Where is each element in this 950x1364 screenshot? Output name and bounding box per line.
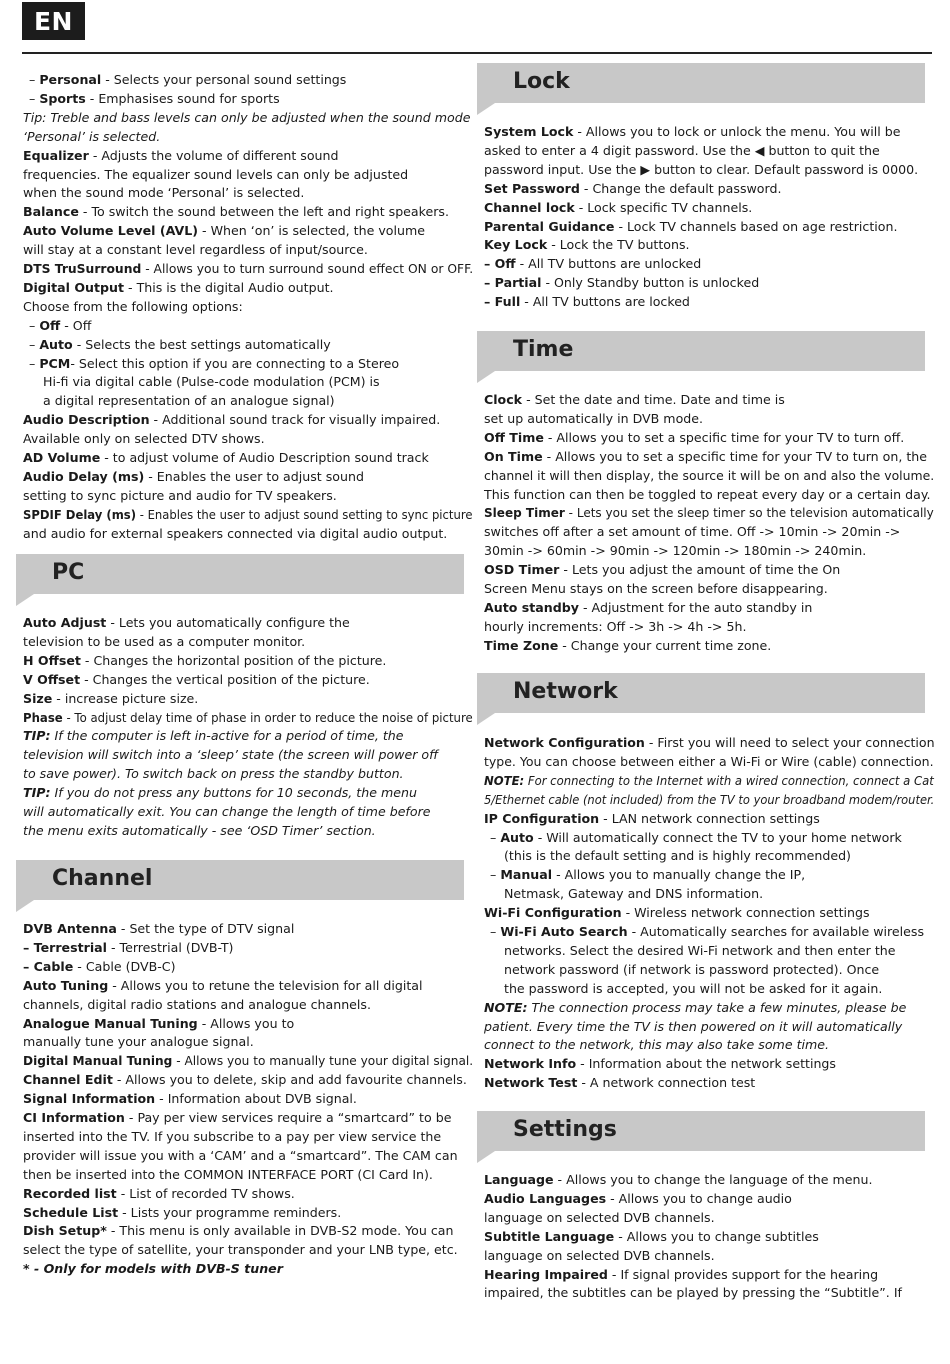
text-line (23, 183, 304, 202)
text-line (484, 1017, 902, 1036)
text-line (484, 828, 902, 847)
term-label: SPDIF Delay (ms) (23, 506, 137, 522)
term-label: Time Zone (484, 637, 559, 653)
term-label: Auto Volume Level (AVL) (23, 223, 199, 239)
term-label: Digital Manual Tuning (23, 1053, 173, 1069)
bullet-dash: – (490, 924, 501, 939)
term-label: Auto (500, 829, 534, 845)
text-line (484, 447, 927, 466)
section-title: Time (513, 337, 574, 362)
text-line (484, 846, 851, 865)
term-description: language on selected DVB channels. (484, 1209, 715, 1225)
text-line (484, 503, 934, 522)
term-label: Signal Information (23, 1091, 156, 1107)
term-description: frequencies. The equalizer sound levels can only be adjusted (23, 166, 409, 182)
term-label: Network Test (484, 1075, 578, 1091)
term-label: Dish Setup* (23, 1223, 107, 1239)
text-line (23, 670, 370, 689)
term-label: NOTE: (484, 772, 525, 788)
text-line (23, 70, 346, 89)
text-line (23, 1032, 254, 1051)
text-line (484, 579, 828, 598)
text-line (484, 1189, 792, 1208)
text-line (23, 89, 280, 108)
text-line (484, 179, 781, 198)
term-description: the password is accepted, you will not be asked for it again. (504, 980, 883, 996)
text-line (484, 598, 812, 617)
term-description: the menu exits automatically - see ‘OSD Timer’ section. (23, 822, 376, 838)
term-label: Channel lock (484, 199, 575, 215)
term-label: Network Configuration (484, 735, 645, 750)
term-description: 5/Ethernet cable (not included) from the TV to your broadband modem/router. (484, 791, 935, 807)
text-line (484, 141, 880, 160)
language-badge: EN (22, 2, 85, 40)
text-line (484, 1246, 715, 1265)
term-label: IP Configuration (484, 810, 600, 826)
text-line (23, 221, 425, 240)
term-description: - Will automatically connect the TV to your home network (533, 829, 902, 845)
term-label: Recorded list (23, 1185, 117, 1201)
text-line (484, 390, 785, 409)
text-line (484, 1035, 829, 1054)
text-line (23, 821, 376, 840)
text-line (23, 297, 243, 316)
term-description: - Wireless network connection settings (621, 905, 870, 921)
term-description: - Cable (DVB-C) (73, 958, 176, 974)
term-description: channel it will then display, the source it will be on and also the volume. (484, 467, 935, 483)
text-line (484, 636, 771, 655)
term-label: Key Lock (484, 237, 548, 253)
term-description: - To switch the sound between the left and right speakers. (78, 204, 449, 220)
text-line (484, 160, 918, 179)
text-line (484, 790, 934, 809)
term-description: television will switch into a ‘sleep’ state (the screen will power off (23, 747, 439, 763)
term-label: – Terrestrial (23, 939, 107, 955)
term-description: (this is the default setting and is highly recommended) (504, 848, 851, 864)
term-description: - Allows you to lock or unlock the menu. You will be (573, 124, 901, 139)
term-label: Size (23, 690, 53, 706)
term-label: NOTE: (484, 999, 528, 1015)
term-description: and audio for external speakers connected via digital audio output. (23, 525, 448, 541)
text-line (23, 278, 334, 297)
term-description: If you do not press any buttons for 10 seconds, the menu (50, 785, 417, 801)
term-label: Hearing Impaired (484, 1266, 608, 1282)
term-description: - Change the default password. (579, 180, 782, 196)
text-line (23, 976, 423, 995)
term-label: Auto standby (484, 599, 579, 615)
term-label: Phase (23, 709, 63, 725)
bullet-dash: – (29, 90, 40, 106)
section-header-network (477, 673, 925, 713)
term-description: - Allows you to retune the television for all digital (108, 977, 423, 993)
text-line (484, 254, 701, 273)
term-description: - Allows you to set a specific time for your TV to turn on, the (542, 448, 927, 464)
term-description: - List of recorded TV shows. (116, 1185, 295, 1201)
term-label: – Off (484, 256, 516, 272)
term-description: networks. Select the desired Wi-Fi network and then enter the (504, 942, 896, 958)
section-title: PC (52, 560, 85, 585)
term-label: – Cable (23, 958, 74, 974)
text-line (23, 1165, 433, 1184)
term-label: Wi-Fi Configuration (484, 905, 622, 921)
text-line (484, 733, 935, 752)
term-label: Audio Languages (484, 1190, 607, 1206)
text-line (484, 428, 904, 447)
text-line (23, 1108, 451, 1127)
term-description: - increase picture size. (52, 690, 199, 706)
term-description: type. You can choose between either a Wi-Fi or Wire (cable) connection. (484, 753, 934, 769)
text-line (23, 1221, 453, 1240)
text-line (23, 745, 438, 764)
term-description: - Lists your programme reminders. (118, 1204, 342, 1220)
text-line (484, 865, 805, 884)
term-description: - Allows you to delete, skip and add favourite channels. (112, 1072, 467, 1088)
term-label: Off Time (484, 429, 544, 445)
term-label: On Time (484, 448, 543, 464)
text-line (484, 922, 924, 941)
term-label: Subtitle Language (484, 1228, 615, 1244)
text-line (484, 809, 820, 828)
text-line (484, 235, 690, 254)
term-description: - LAN network connection settings (599, 810, 820, 826)
header-divider (22, 52, 932, 54)
term-description: hourly increments: Off -> 3h -> 4h -> 5h. (484, 618, 747, 634)
term-description: - Allows you to manually change the IP, (552, 867, 806, 883)
term-description: asked to enter a 4 digit password. Use the ◀ button to quit the (484, 142, 880, 158)
term-label: Sleep Timer (484, 505, 565, 521)
text-line (23, 1203, 341, 1222)
term-label: Personal (39, 72, 102, 87)
term-description: 30min -> 60min -> 90min -> 120min -> 180min -> 240min. (484, 543, 867, 559)
bullet-dash: – (29, 355, 40, 371)
text-line (23, 486, 337, 505)
text-line (23, 202, 449, 221)
text-line (23, 372, 380, 391)
bullet-dash: – (29, 317, 40, 333)
text-line (484, 217, 897, 236)
term-description: Netmask, Gateway and DNS information. (504, 886, 764, 902)
term-description: - Allows you to (197, 1015, 295, 1031)
term-description: manually tune your analogue signal. (23, 1034, 254, 1050)
section-title: Network (513, 679, 618, 704)
term-description: - First you will need to select your connection (644, 735, 935, 750)
term-label: Manual (500, 867, 553, 883)
text-line (23, 354, 399, 373)
text-line (23, 632, 305, 651)
term-description: - Lock TV channels based on age restriction. (614, 218, 898, 234)
text-line (23, 1089, 357, 1108)
term-description: - Lets you set the sleep timer so the television automatically (564, 505, 934, 521)
text-line (23, 410, 440, 429)
term-label: Auto Tuning (23, 977, 109, 993)
text-line (484, 541, 866, 560)
text-line (484, 1054, 836, 1073)
term-label: Digital Output (23, 279, 125, 295)
term-label: Analogue Manual Tuning (23, 1015, 198, 1031)
section-header-channel (16, 860, 464, 900)
term-description: - Lets you adjust the amount of time the On (559, 562, 841, 578)
text-line (484, 198, 752, 217)
text-line (484, 1073, 755, 1092)
term-description: If the computer is left in-active for a period of time, the (50, 728, 404, 744)
term-description: - Allows you to turn surround sound effect ON or OFF. (141, 261, 474, 276)
text-line (23, 764, 404, 783)
text-line (23, 651, 386, 670)
text-line (23, 108, 470, 127)
text-line (484, 771, 934, 790)
term-description: ‘Personal’ is selected. (23, 128, 161, 144)
text-line (23, 802, 431, 821)
term-description: - Enables the user to adjust sound (144, 468, 364, 484)
term-description: - Enables the user to adjust sound setting to sync picture (136, 506, 473, 522)
text-line (23, 165, 408, 184)
term-description: - Allows you to set a specific time for your TV to turn off. (543, 429, 905, 445)
term-description: - Set the type of DTV signal (116, 921, 295, 936)
text-line (484, 1283, 902, 1302)
term-description: password input. Use the ▶ button to clear. Default password is 0000. (484, 161, 919, 177)
text-line (484, 522, 900, 541)
term-label: DTS TruSurround (23, 261, 142, 276)
text-line (23, 995, 371, 1014)
term-description: patient. Every time the TV is then powered on it will automatically (484, 1018, 903, 1034)
section-header-time (477, 331, 925, 371)
text-line (484, 752, 934, 771)
term-description: - Allows you to change the language of the menu. (553, 1172, 873, 1187)
term-description: - Lock specific TV channels. (574, 199, 753, 215)
text-line (23, 613, 350, 632)
bullet-dash: – (29, 336, 40, 352)
term-description: will stay at a constant level regardless of input/source. (23, 242, 368, 258)
text-line (23, 316, 91, 335)
text-line (23, 505, 473, 524)
term-description: will automatically exit. You can change the length of time before (23, 804, 431, 819)
term-label: PCM (39, 355, 71, 371)
text-line (23, 726, 404, 745)
text-line (23, 335, 331, 354)
term-label: Schedule List (23, 1204, 119, 1220)
term-description: - Lock the TV buttons. (547, 237, 690, 253)
text-line (23, 708, 473, 727)
term-description: - Adjustment for the auto standby in (579, 599, 813, 615)
bullet-dash: – (490, 829, 501, 845)
term-label: Auto (39, 336, 73, 352)
term-description: - Information about DVB signal. (155, 1091, 357, 1107)
text-line (23, 938, 233, 957)
text-line (484, 1208, 715, 1227)
term-label: Network Info (484, 1056, 577, 1072)
term-label: Language (484, 1172, 554, 1187)
term-description: channels, digital radio stations and analogue channels. (23, 996, 371, 1012)
text-line (23, 1070, 467, 1089)
term-description: For connecting to the Internet with a wired connection, connect a Cat (524, 772, 934, 788)
text-line (484, 485, 931, 504)
term-label: – Full (484, 294, 521, 310)
term-description: provider will issue you with a ‘CAM’ and a “smartcard”. The CAM can (23, 1147, 458, 1163)
text-line (23, 1240, 458, 1259)
term-label: Channel Edit (23, 1072, 113, 1088)
bullet-dash: – (490, 867, 501, 883)
term-description: Hi-fi via digital cable (Pulse-code modulation (PCM) is (43, 374, 380, 390)
term-label: DVB Antenna (23, 921, 117, 936)
term-label: H Offset (23, 652, 81, 668)
text-line (484, 292, 690, 311)
term-description: - To adjust delay time of phase in order to reduce the noise of picture (62, 709, 473, 725)
text-line (484, 941, 896, 960)
term-description: - Off (60, 317, 92, 333)
term-label: Equalizer (23, 147, 89, 163)
text-line (23, 146, 338, 165)
term-description: - When ‘on’ is selected, the volume (198, 223, 425, 239)
term-description: - All TV buttons are unlocked (515, 256, 702, 272)
text-line (23, 240, 368, 259)
text-line (484, 1227, 819, 1246)
text-line (484, 884, 763, 903)
section-header-lock (477, 63, 925, 103)
text-line (23, 1051, 473, 1070)
term-label: Audio Description (23, 412, 150, 428)
term-description: - Set the date and time. Date and time is (522, 392, 785, 407)
term-description: - Selects your personal sound settings (101, 72, 347, 87)
text-line (23, 259, 473, 278)
term-label: CI Information (23, 1110, 125, 1125)
term-label: Sports (39, 90, 86, 106)
term-label: System Lock (484, 124, 574, 139)
term-description: select the type of satellite, your transponder and your LNB type, etc. (23, 1242, 458, 1258)
term-description: - Allows you to change audio (606, 1190, 792, 1206)
text-line (23, 524, 447, 543)
text-line (484, 960, 879, 979)
text-line (23, 391, 335, 410)
term-description: connect to the network, this may also take some time. (484, 1037, 830, 1053)
section-header-settings (477, 1111, 925, 1151)
term-description: impaired, the subtitles can be played by pressing the “Subtitle”. If (484, 1285, 902, 1301)
term-description: when the sound mode ‘Personal’ is selected. (23, 185, 305, 201)
term-label: AD Volume (23, 450, 101, 465)
term-label: Parental Guidance (484, 218, 615, 234)
term-description: set up automatically in DVB mode. (484, 410, 704, 426)
text-line (23, 1146, 458, 1165)
term-description: - This is the digital Audio output. (124, 279, 334, 295)
term-description: - Pay per view services require a “smartcard” to be (124, 1110, 452, 1125)
text-line (484, 1170, 873, 1189)
text-line (23, 783, 417, 802)
term-description: - This menu is only available in DVB-S2 mode. You can (106, 1223, 454, 1239)
text-line (484, 979, 882, 998)
text-line (484, 409, 703, 428)
text-line (23, 1127, 441, 1146)
section-title: Settings (513, 1117, 617, 1142)
term-label: Auto Adjust (23, 615, 107, 630)
term-description: - Allows you to manually tune your digital signal. (172, 1053, 474, 1069)
bullet-dash: – (29, 72, 40, 87)
term-label: Wi-Fi Auto Search (500, 924, 628, 939)
section-title: Lock (513, 69, 570, 94)
term-label: * - Only for models with DVB-S tuner (23, 1261, 283, 1277)
term-description: - Emphasises sound for sports (85, 90, 280, 106)
term-description: - Changes the horizontal position of the picture. (80, 652, 387, 668)
text-line (23, 957, 176, 976)
term-description: Available only on selected DTV shows. (23, 431, 265, 447)
term-description: - A network connection test (577, 1075, 756, 1091)
text-line (23, 448, 429, 467)
section-title: Channel (52, 866, 153, 891)
term-description: - Allows you to change subtitles (614, 1228, 819, 1244)
text-line (484, 998, 906, 1017)
term-description: - Terrestrial (DVB-T) (106, 939, 234, 955)
term-description: Screen Menu stays on the screen before disappearing. (484, 581, 828, 596)
text-line (484, 617, 746, 636)
text-line (484, 273, 759, 292)
term-description: - Additional sound track for visually impaired. (149, 412, 441, 428)
term-description: network password (if network is password protected). Once (504, 961, 880, 977)
text-line (484, 1265, 878, 1284)
term-description: television to be used as a computer monitor. (23, 633, 306, 649)
term-description: - to adjust volume of Audio Description sound track (100, 450, 429, 465)
term-description: This function can then be toggled to repeat every day or a certain day. (484, 486, 931, 502)
text-line (23, 1184, 295, 1203)
text-line (484, 122, 901, 141)
text-line (23, 429, 265, 448)
term-description: - All TV buttons are locked (520, 294, 690, 310)
term-description: - Only Standby button is unlocked (541, 275, 760, 291)
term-description: Choose from the following options: (23, 298, 243, 314)
term-label: Set Password (484, 180, 580, 196)
term-description: - Changes the vertical position of the picture. (80, 671, 370, 687)
term-description: - Adjusts the volume of different sound (88, 147, 339, 163)
term-description: language on selected DVB channels. (484, 1247, 715, 1263)
text-line (484, 903, 870, 922)
term-label: TIP: (23, 785, 51, 801)
term-description: - Select this option if you are connecting to a Stereo (70, 355, 400, 371)
term-label: – Partial (484, 275, 542, 291)
text-line (484, 466, 934, 485)
term-description: inserted into the TV. If you subscribe to a pay per view service the (23, 1128, 442, 1144)
text-line (23, 689, 198, 708)
term-description: setting to sync picture and audio for TV speakers. (23, 487, 337, 503)
term-description: - Change your current time zone. (558, 637, 772, 653)
term-label: Balance (23, 204, 79, 220)
term-label: Off (39, 317, 61, 333)
term-description: to save power). To switch back on press the standby button. (23, 766, 404, 782)
term-description: - Automatically searches for available wireless (627, 924, 925, 939)
term-description: a digital representation of an analogue signal) (43, 393, 335, 409)
term-description: The connection process may take a few minutes, please be (527, 999, 907, 1015)
text-line (23, 467, 364, 486)
term-description: then be inserted into the COMMON INTERFACE PORT (CI Card In). (23, 1166, 433, 1182)
term-description: - Selects the best settings automatically (72, 336, 331, 352)
text-line (23, 1259, 283, 1278)
term-description: switches off after a set amount of time. Off -> 10min -> 20min -> (484, 524, 901, 540)
term-label: Audio Delay (ms) (23, 468, 145, 484)
term-description: - If signal provides support for the hearing (607, 1266, 879, 1282)
term-description: - Lets you automatically configure the (106, 615, 350, 630)
term-label: Clock (484, 392, 523, 407)
section-header-pc (16, 554, 464, 594)
term-label: TIP: (23, 728, 51, 744)
text-line (23, 919, 294, 938)
text-line (23, 127, 160, 146)
term-label: OSD Timer (484, 562, 560, 578)
term-label: V Offset (23, 671, 81, 687)
text-line (484, 560, 840, 579)
term-description: Tip: Treble and bass levels can only be adjusted when the sound mode (23, 109, 471, 125)
text-line (23, 1014, 294, 1033)
term-description: - Information about the network settings (576, 1056, 836, 1072)
